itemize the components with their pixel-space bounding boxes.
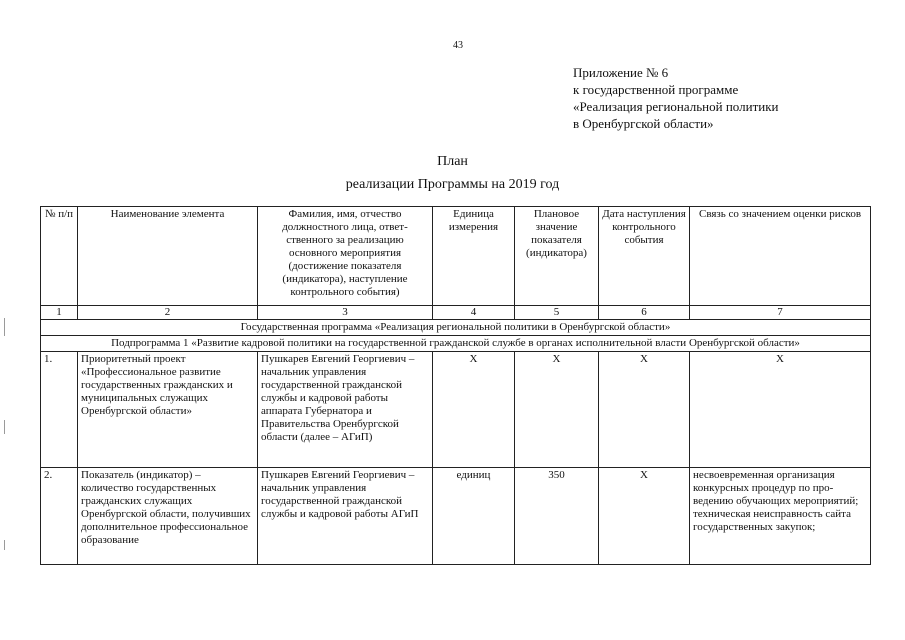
appendix-line: к государственной программе <box>573 82 739 97</box>
appendix-line: «Реализация региональной политики <box>573 99 779 114</box>
row-risk: несвоевременная организация конкурсных процедур по проведению обучающих мероприятий; техническая неисправность сайта государственных закупок; <box>690 468 871 565</box>
header-unit: Единица измерения <box>433 207 515 306</box>
subprogram-title: Подпрограмма 1 «Развитие кадровой политики на государственной гражданской службе в органах исполнительной власти Оренбургской области» <box>41 336 871 352</box>
header-num: № п/п <box>41 207 78 306</box>
header-date: Дата наступления контрольного события <box>599 207 690 306</box>
row-unit: Х <box>433 352 515 468</box>
page-edge-mark <box>4 420 5 434</box>
page-number: 43 <box>453 40 463 51</box>
row-name: Приоритетный проект «Профессиональное развитие государственных гражданских и муниципальных служащих Оренбургской области» <box>78 352 258 468</box>
row-num: 2. <box>41 468 78 565</box>
header-name: Наименование элемента <box>78 207 258 306</box>
column-number: 4 <box>433 306 515 320</box>
row-person: Пушкарев Евгений Георгиевич – начальник управления государственной гражданской службы и кадровой работы АГиП <box>258 468 433 565</box>
appendix-line: Приложение № 6 <box>573 65 669 80</box>
appendix-caption <box>573 64 779 132</box>
column-number: 2 <box>78 306 258 320</box>
title-line: План <box>437 154 468 169</box>
table-row <box>41 352 871 468</box>
row-plan: Х <box>515 352 599 468</box>
column-number: 7 <box>690 306 871 320</box>
subprogram-row <box>41 336 871 352</box>
table-header-row <box>41 207 871 306</box>
appendix-line: в Оренбургской области» <box>573 116 714 131</box>
row-plan: 350 <box>515 468 599 565</box>
column-number: 1 <box>41 306 78 320</box>
row-num: 1. <box>41 352 78 468</box>
program-title: Государственная программа «Реализация региональной политики в Оренбургской области» <box>41 320 871 336</box>
program-row <box>41 320 871 336</box>
header-plan: Плановое значение показателя (индикатора) <box>515 207 599 306</box>
row-risk: Х <box>690 352 871 468</box>
row-date: Х <box>599 468 690 565</box>
plan-table <box>40 206 871 565</box>
document-title <box>0 150 905 196</box>
column-number: 6 <box>599 306 690 320</box>
page-edge-mark <box>4 318 5 336</box>
column-number-row <box>41 306 871 320</box>
row-person: Пушкарев Евгений Георгиевич – начальник управления государственной гражданской службы и кадровой работы аппарата Губернатора и Правительства Оренбургской области (далее – АГиП) <box>258 352 433 468</box>
row-date: Х <box>599 352 690 468</box>
table-row <box>41 468 871 565</box>
column-number: 5 <box>515 306 599 320</box>
row-unit: единиц <box>433 468 515 565</box>
header-person: Фамилия, имя, отчество должностного лица, ответственного за реализацию основного мероприятия (достижение показателя (индикатора), наступление контрольного события) <box>258 207 433 306</box>
title-subline: реализации Программы на 2019 год <box>345 177 560 192</box>
column-number: 3 <box>258 306 433 320</box>
header-risk: Связь со значением оценки рисков <box>690 207 871 306</box>
page-edge-mark <box>4 540 5 550</box>
row-name: Показатель (индикатор) – количество государственных гражданских служащих Оренбургской области, получивших дополнительное профессиональное образование <box>78 468 258 565</box>
